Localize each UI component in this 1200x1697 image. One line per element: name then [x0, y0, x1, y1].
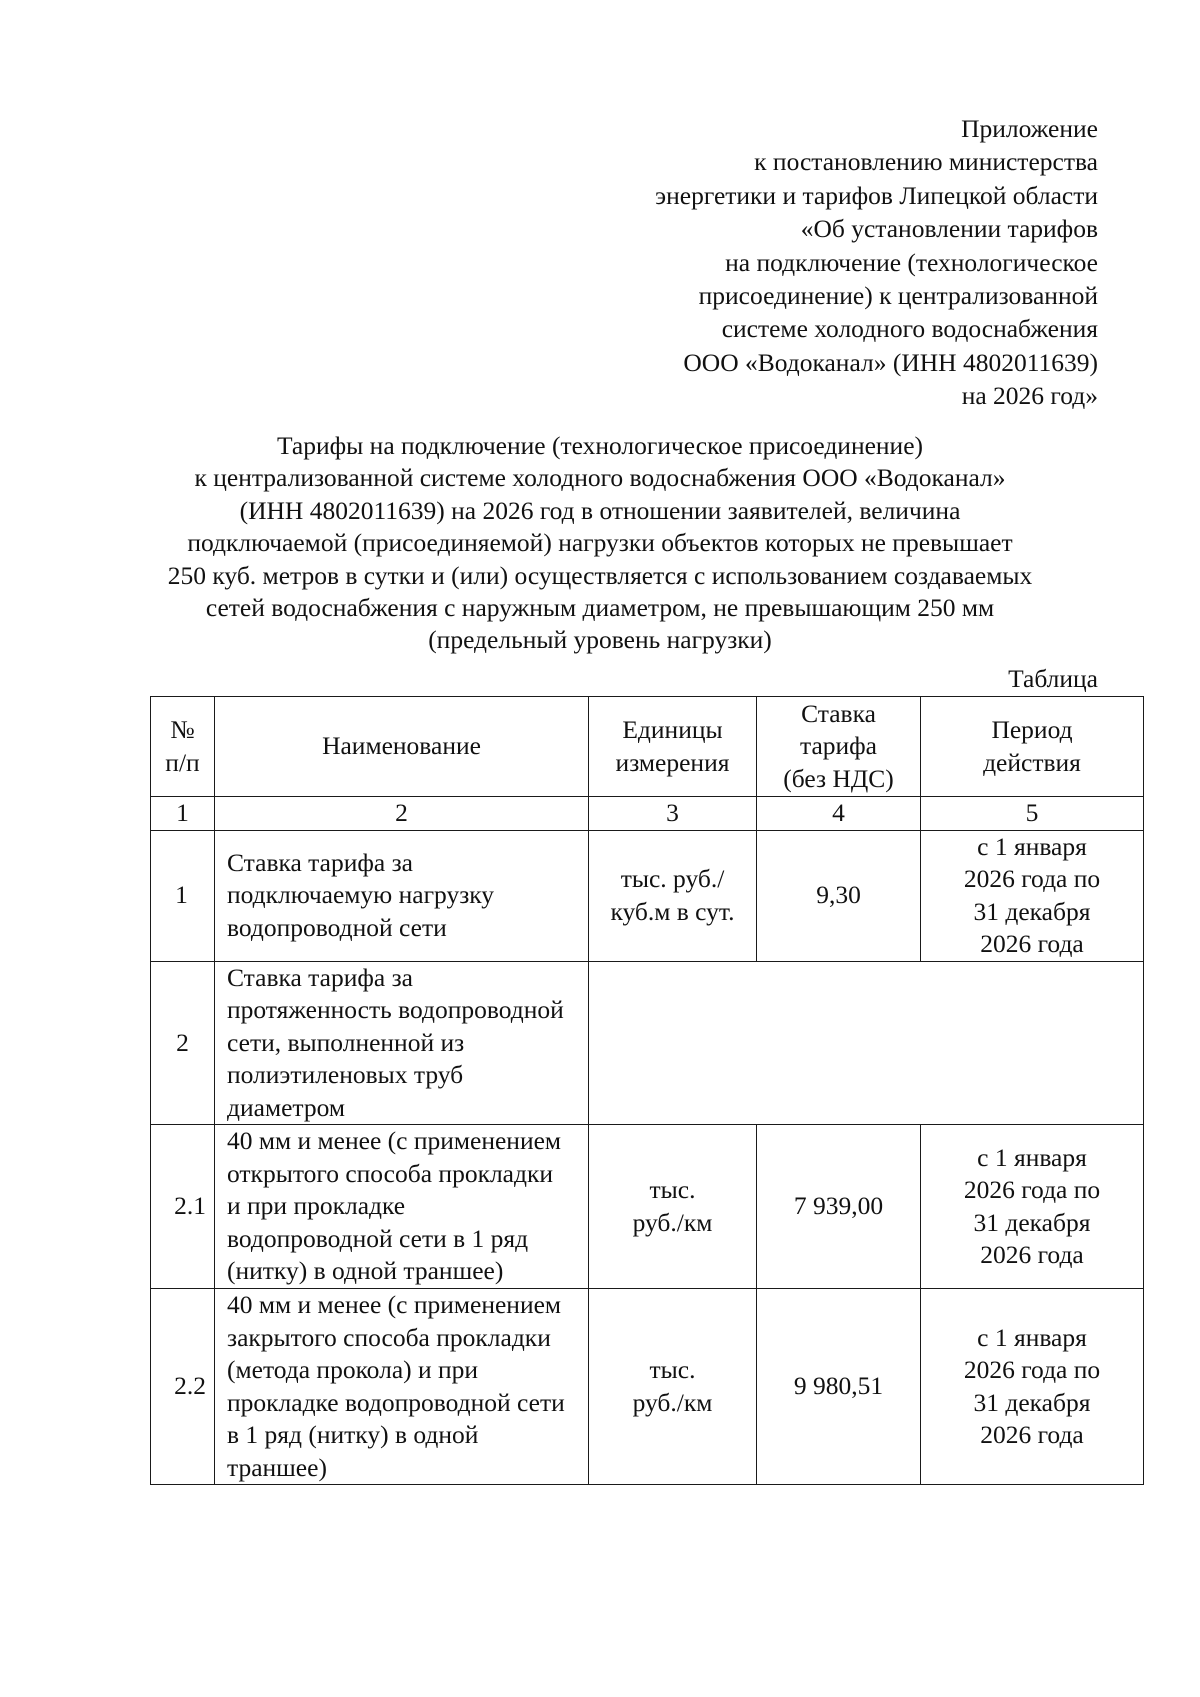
appendix-line: ООО «Водоканал» (ИНН 4802011639)	[683, 347, 1098, 377]
row-name-line: открытого способа прокладки	[227, 1158, 554, 1188]
column-index: 3	[589, 797, 757, 831]
row-name	[215, 1125, 589, 1289]
header-text: измерения	[615, 747, 730, 777]
row-name-line: 40 мм и менее (с применением	[227, 1290, 562, 1319]
row-name	[215, 1289, 589, 1485]
table-header-row	[151, 697, 1144, 797]
header-text: (без НДС)	[783, 763, 894, 793]
row-empty-merged	[589, 961, 1144, 1125]
header-text: п/п	[165, 747, 200, 777]
row-name-line: (нитку) в одной траншее)	[227, 1256, 504, 1286]
table-row	[151, 830, 1144, 961]
row-name	[215, 961, 589, 1125]
title-line: сетей водоснабжения с наружным диаметром, не превышающим 250 мм	[205, 593, 995, 623]
header-text: №	[170, 715, 195, 744]
row-period-line: 2026 года по	[963, 1355, 1101, 1384]
row-period-line: 2026 года	[980, 1420, 1084, 1449]
row-name-line: Ставка тарифа за	[227, 962, 413, 992]
row-number: 2	[151, 961, 215, 1125]
header-rate	[757, 697, 921, 797]
row-unit-line: тыс.	[649, 1355, 696, 1384]
table-row	[151, 961, 1144, 1125]
row-period-line: 31 декабря	[973, 1207, 1091, 1237]
row-rate: 9,30	[757, 830, 921, 961]
column-index: 2	[215, 797, 589, 831]
row-name-line: сети, выполненной из	[227, 1027, 465, 1057]
appendix-header	[398, 112, 1098, 413]
title-line: к централизованной системе холодного водоснабжения ООО «Водоканал»	[194, 463, 1006, 493]
row-period-line: с 1 января	[977, 831, 1087, 861]
row-number: 2.1	[151, 1125, 215, 1289]
tariff-table	[150, 696, 1144, 1485]
row-rate: 7 939,00	[757, 1125, 921, 1289]
title-line: Тарифы на подключение (технологическое присоединение)	[276, 431, 924, 460]
row-rate: 9 980,51	[757, 1289, 921, 1485]
row-name	[215, 830, 589, 961]
row-name-line: 40 мм и менее (с применением	[227, 1126, 562, 1156]
row-name-line: диаметром	[227, 1092, 345, 1122]
row-name-line: протяженность водопроводной	[227, 995, 564, 1024]
row-unit-line: куб.м в сут.	[610, 896, 735, 926]
row-period-line: 2026 года	[980, 1240, 1084, 1269]
appendix-line: «Об установлении тарифов	[800, 214, 1098, 244]
row-unit-line: тыс. руб./	[620, 864, 725, 893]
appendix-line: присоединение) к централизованной	[698, 281, 1098, 311]
row-name-line: полиэтиленовых труб	[227, 1060, 464, 1089]
row-name-line: водопроводной сети в 1 ряд	[227, 1223, 529, 1253]
appendix-line: на подключение (технологическое	[725, 247, 1098, 277]
row-name-line: в 1 ряд (нитку) в одной	[227, 1420, 479, 1449]
table-caption: Таблица	[1008, 664, 1098, 693]
row-unit	[589, 830, 757, 961]
column-index: 4	[757, 797, 921, 831]
table-row	[151, 1289, 1144, 1485]
row-unit-line: тыс.	[649, 1175, 696, 1204]
appendix-line: системе холодного водоснабжения	[721, 314, 1098, 344]
row-number: 2.2	[151, 1289, 215, 1485]
row-period	[921, 1125, 1144, 1289]
header-text: Ставка	[801, 698, 876, 728]
row-name-line: траншее)	[227, 1452, 327, 1482]
document-title	[130, 430, 1070, 657]
header-text: Единицы	[622, 715, 723, 744]
header-period	[921, 697, 1144, 797]
column-index: 1	[151, 797, 215, 831]
appendix-line: Приложение	[961, 114, 1098, 143]
row-period-line: 31 декабря	[973, 896, 1091, 926]
appendix-line: энергетики и тарифов Липецкой области	[655, 180, 1098, 210]
row-name-line: закрытого способа прокладки	[227, 1322, 551, 1352]
appendix-line: на 2026 год»	[961, 381, 1098, 411]
column-index: 5	[921, 797, 1144, 831]
row-unit-line: руб./км	[632, 1387, 713, 1417]
row-name-line: и при прокладке	[227, 1191, 406, 1221]
header-text: тарифа	[799, 731, 877, 761]
appendix-line: к постановлению министерства	[754, 147, 1098, 177]
header-unit	[589, 697, 757, 797]
title-line: (предельный уровень нагрузки)	[428, 625, 772, 655]
row-name-line: подключаемую нагрузку	[227, 880, 495, 910]
header-num	[151, 697, 215, 797]
row-name-line: (метода прокола) и при	[227, 1355, 479, 1384]
row-period-line: 2026 года по	[963, 1175, 1101, 1204]
row-name-line: прокладке водопроводной сети	[227, 1387, 565, 1417]
column-index-row	[151, 797, 1144, 831]
header-name	[215, 697, 589, 797]
row-unit	[589, 1289, 757, 1485]
row-period-line: 2026 года по	[963, 864, 1101, 893]
header-text: действия	[983, 747, 1081, 777]
title-line: 250 куб. метров в сутки и (или) осуществляется с использованием создаваемых	[167, 560, 1033, 590]
row-period-line: 2026 года	[980, 929, 1084, 958]
title-line: подключаемой (присоединяемой) нагрузки объектов которых не превышает	[187, 528, 1013, 558]
row-period	[921, 830, 1144, 961]
row-name-line: водопроводной сети	[227, 912, 447, 942]
row-period-line: 31 декабря	[973, 1387, 1091, 1417]
row-period	[921, 1289, 1144, 1485]
header-text: Период	[991, 715, 1073, 744]
row-number: 1	[151, 830, 215, 961]
header-text: Наименование	[322, 731, 481, 761]
title-line: (ИНН 4802011639) на 2026 год в отношении заявителей, величина	[239, 495, 961, 525]
row-period-line: с 1 января	[977, 1142, 1087, 1172]
row-name-line: Ставка тарифа за	[227, 847, 413, 877]
table-row	[151, 1125, 1144, 1289]
row-unit-line: руб./км	[632, 1207, 713, 1237]
row-unit	[589, 1125, 757, 1289]
row-period-line: с 1 января	[977, 1322, 1087, 1352]
